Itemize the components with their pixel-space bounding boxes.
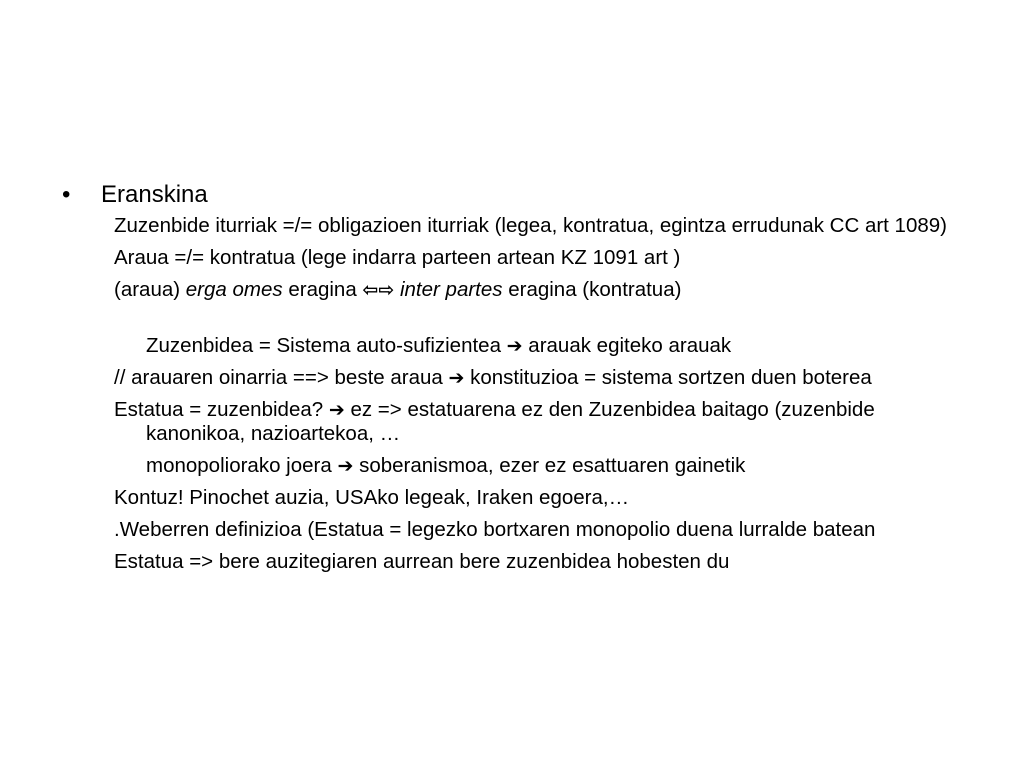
text-line-9 [114, 518, 974, 542]
right-arrow-icon: ➔ [328, 399, 345, 421]
text-segment: Estatua = zuzenbidea? [114, 398, 329, 421]
text-segment: Zuzenbidea = Sistema auto-sufizientea [146, 334, 507, 357]
right-arrow-icon: ➔ [506, 335, 523, 357]
double-arrow-icon: ⇦⇨ [362, 279, 395, 301]
text-line-3 [114, 278, 974, 302]
italic-term: erga omes [185, 278, 283, 301]
text-segment: konstituzioa = sistema sortzen duen boterea [464, 366, 872, 389]
text-segment: Zuzenbide iturriak =/= obligazioen iturriak (legea, kontratua, egintza errudunak CC art 1089) [114, 214, 947, 237]
text-segment: ez => estatuarena ez den Zuzenbidea baitago (zuzenbide kanonikoa, nazioartekoa, … [146, 398, 875, 445]
text-line-10 [114, 550, 974, 574]
text-line-7 [114, 454, 974, 478]
text-line-1 [114, 214, 974, 238]
text-segment: Estatua => bere auzitegiaren aurrean bere zuzenbidea hobesten du [114, 550, 730, 573]
text-line-8 [114, 486, 974, 510]
text-segment: (araua) [114, 278, 186, 301]
text-line-2 [114, 246, 974, 270]
slide-heading: Eranskina [101, 181, 208, 208]
body-text [114, 214, 974, 574]
text-segment: // arauaren oinarria ==> beste araua [114, 366, 449, 389]
text-segment: Kontuz! Pinochet auzia, USAko legeak, Iraken egoera,… [114, 486, 630, 509]
text-segment: .Weberren definizioa (Estatua = legezko bortxaren monopolio duena lurralde batean [114, 518, 876, 541]
right-arrow-icon: ➔ [448, 367, 465, 389]
text-segment: eragina [282, 278, 363, 301]
italic-term: inter partes [399, 278, 503, 301]
text-segment: soberanismoa, ezer ez esattuaren gainetik [353, 454, 746, 477]
text-line-4 [114, 334, 974, 358]
text-line-6 [114, 398, 974, 446]
bullet-icon: • [62, 181, 71, 208]
right-arrow-icon: ➔ [337, 455, 354, 477]
text-segment: monopoliorako joera [146, 454, 338, 477]
text-segment: arauak egiteko arauak [522, 334, 732, 357]
text-segment: Araua =/= kontratua (lege indarra parteen artean KZ 1091 art ) [114, 246, 681, 269]
text-segment: eragina (kontratua) [502, 278, 682, 301]
text-line-5 [114, 366, 974, 390]
